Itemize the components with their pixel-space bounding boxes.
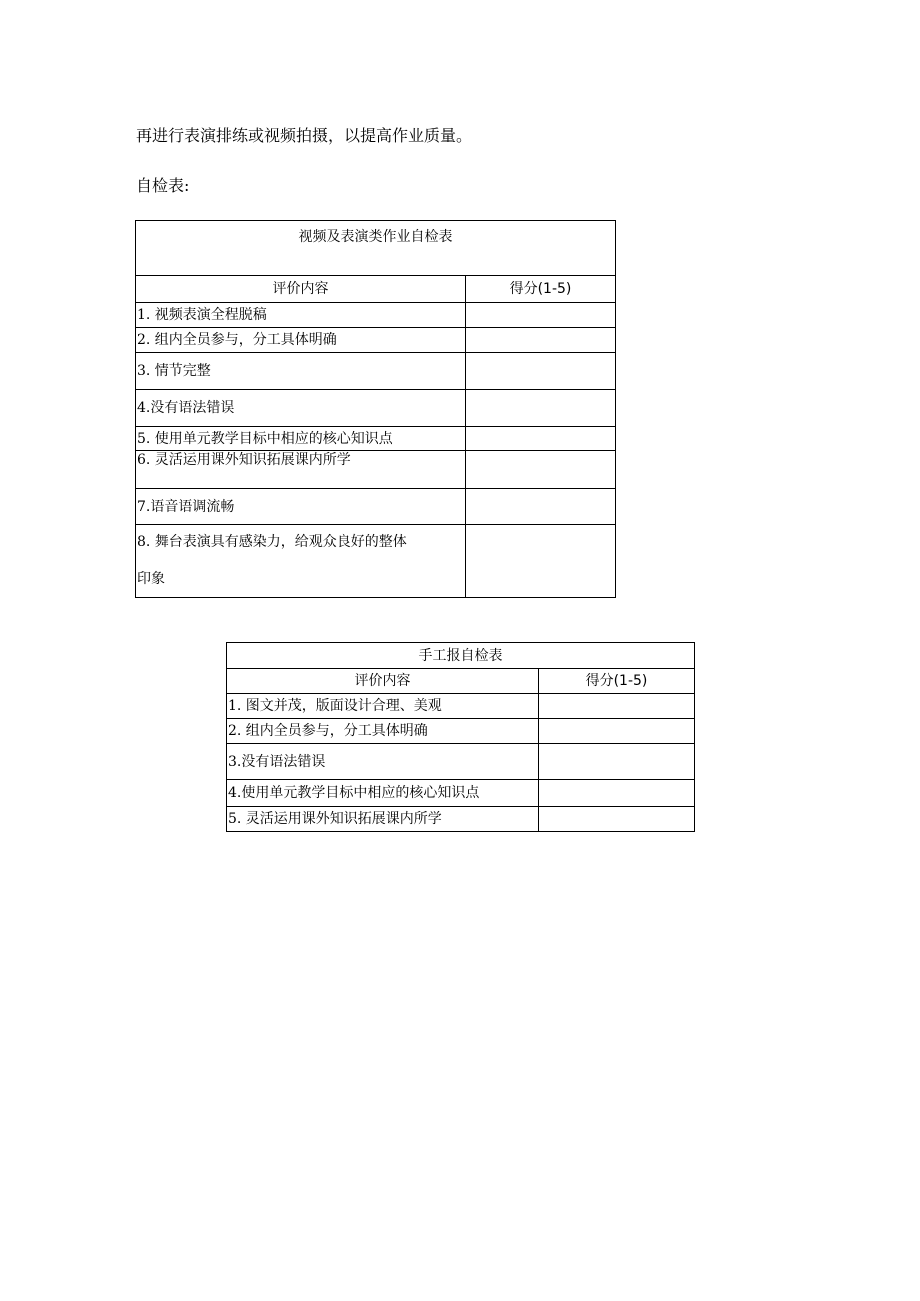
- column-header-score: 得分(1-5): [466, 276, 616, 303]
- score-cell[interactable]: [539, 744, 695, 780]
- score-cell[interactable]: [466, 427, 616, 451]
- score-cell[interactable]: [539, 694, 695, 719]
- criterion-cell: 4.使用单元教学目标中相应的核心知识点: [227, 780, 539, 807]
- column-header-content: 评价内容: [136, 276, 466, 303]
- criterion-cell: 3. 情节完整: [136, 353, 466, 390]
- score-cell[interactable]: [539, 807, 695, 832]
- table-row: [136, 427, 616, 451]
- intro-paragraph: 再进行表演排练或视频拍摄，以提高作业质量。: [136, 126, 473, 145]
- video-performance-checklist-table: [135, 220, 616, 598]
- column-header-content: 评价内容: [227, 669, 539, 694]
- criterion-cell: 3.没有语法错误: [227, 744, 539, 780]
- criterion-cell: 4.没有语法错误: [136, 390, 466, 427]
- score-cell[interactable]: [466, 328, 616, 353]
- score-cell[interactable]: [466, 489, 616, 525]
- checklist-label: 自检表:: [136, 176, 190, 195]
- table-row: [136, 303, 616, 328]
- criterion-line-2: 印象: [137, 571, 165, 587]
- score-cell[interactable]: [466, 353, 616, 390]
- table-row: [227, 807, 695, 832]
- score-cell[interactable]: [539, 780, 695, 807]
- table-row: [136, 451, 616, 489]
- table-row: [227, 719, 695, 744]
- score-cell[interactable]: [539, 719, 695, 744]
- criterion-cell: 1. 图文并茂，版面设计合理、美观: [227, 694, 539, 719]
- criterion-cell: [136, 525, 466, 598]
- score-cell[interactable]: [466, 525, 616, 598]
- score-cell[interactable]: [466, 303, 616, 328]
- table-title: 手工报自检表: [227, 643, 695, 669]
- table-row: [136, 489, 616, 525]
- criterion-cell: 6. 灵活运用课外知识拓展课内所学: [136, 451, 466, 489]
- table-title: 视频及表演类作业自检表: [136, 221, 616, 276]
- table-row: [136, 328, 616, 353]
- criterion-cell: 5. 灵活运用课外知识拓展课内所学: [227, 807, 539, 832]
- criterion-cell: 2. 组内全员参与，分工具体明确: [227, 719, 539, 744]
- criterion-cell: 5. 使用单元教学目标中相应的核心知识点: [136, 427, 466, 451]
- table-row: [227, 744, 695, 780]
- score-cell[interactable]: [466, 451, 616, 489]
- criterion-cell: 1. 视频表演全程脱稿: [136, 303, 466, 328]
- table-row: [227, 780, 695, 807]
- score-cell[interactable]: [466, 390, 616, 427]
- handmade-newspaper-checklist-table: [226, 642, 695, 832]
- table-row: [227, 694, 695, 719]
- column-header-score: 得分(1-5): [539, 669, 695, 694]
- criterion-cell: 7.语音语调流畅: [136, 489, 466, 525]
- table-row: [136, 390, 616, 427]
- criterion-line-1: 8. 舞台表演具有感染力，给观众良好的整体: [137, 534, 407, 550]
- criterion-cell: 2. 组内全员参与，分工具体明确: [136, 328, 466, 353]
- table-row: [136, 525, 616, 598]
- table-row: [136, 353, 616, 390]
